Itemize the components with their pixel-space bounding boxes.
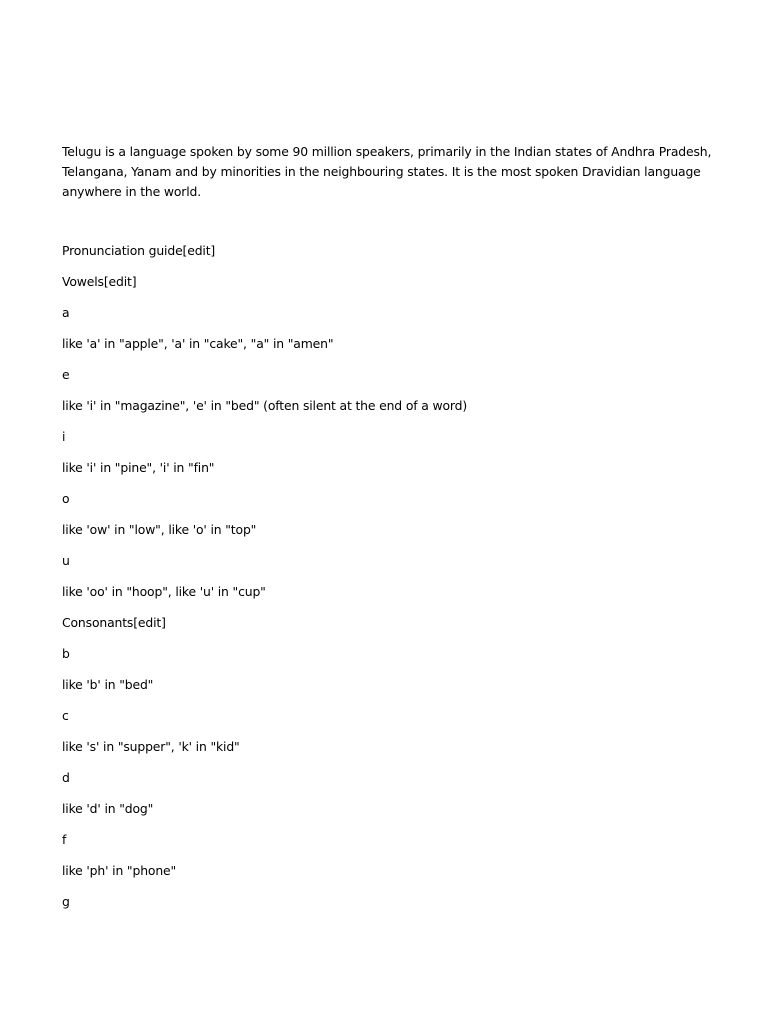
heading-consonants: Consonants[edit] xyxy=(62,615,166,630)
letter-b: b xyxy=(62,646,70,661)
description-f: like 'ph' in "phone" xyxy=(62,863,177,878)
description-a: like 'a' in "apple", 'a' in "cake", "a" in "amen" xyxy=(62,336,334,351)
heading-pronunciation-guide: Pronunciation guide[edit] xyxy=(62,243,216,258)
description-b: like 'b' in "bed" xyxy=(62,677,154,692)
letter-c: c xyxy=(62,708,69,723)
letter-o: o xyxy=(62,491,70,506)
letter-f: f xyxy=(62,832,67,847)
letter-g: g xyxy=(62,894,70,909)
description-i: like 'i' in "pine", 'i' in "fin" xyxy=(62,460,215,475)
description-u: like 'oo' in "hoop", like 'u' in "cup" xyxy=(62,584,266,599)
letter-e: e xyxy=(62,367,70,382)
description-c: like 's' in "supper", 'k' in "kid" xyxy=(62,739,240,754)
letter-u: u xyxy=(62,553,70,568)
description-d: like 'd' in "dog" xyxy=(62,801,154,816)
description-o: like 'ow' in "low", like 'o' in "top" xyxy=(62,522,257,537)
letter-d: d xyxy=(62,770,70,785)
heading-vowels: Vowels[edit] xyxy=(62,274,137,289)
letter-i: i xyxy=(62,429,66,444)
intro-paragraph: Telugu is a language spoken by some 90 million speakers, primarily in the Indian states of Andhra Pradesh, Telangana, Yanam and by minorities in the neighbouring states. It is the most spoken Dravidian language anywhere in the world. xyxy=(62,144,712,199)
description-e: like 'i' in "magazine", 'e' in "bed" (often silent at the end of a word) xyxy=(62,398,468,413)
letter-a: a xyxy=(62,305,70,320)
